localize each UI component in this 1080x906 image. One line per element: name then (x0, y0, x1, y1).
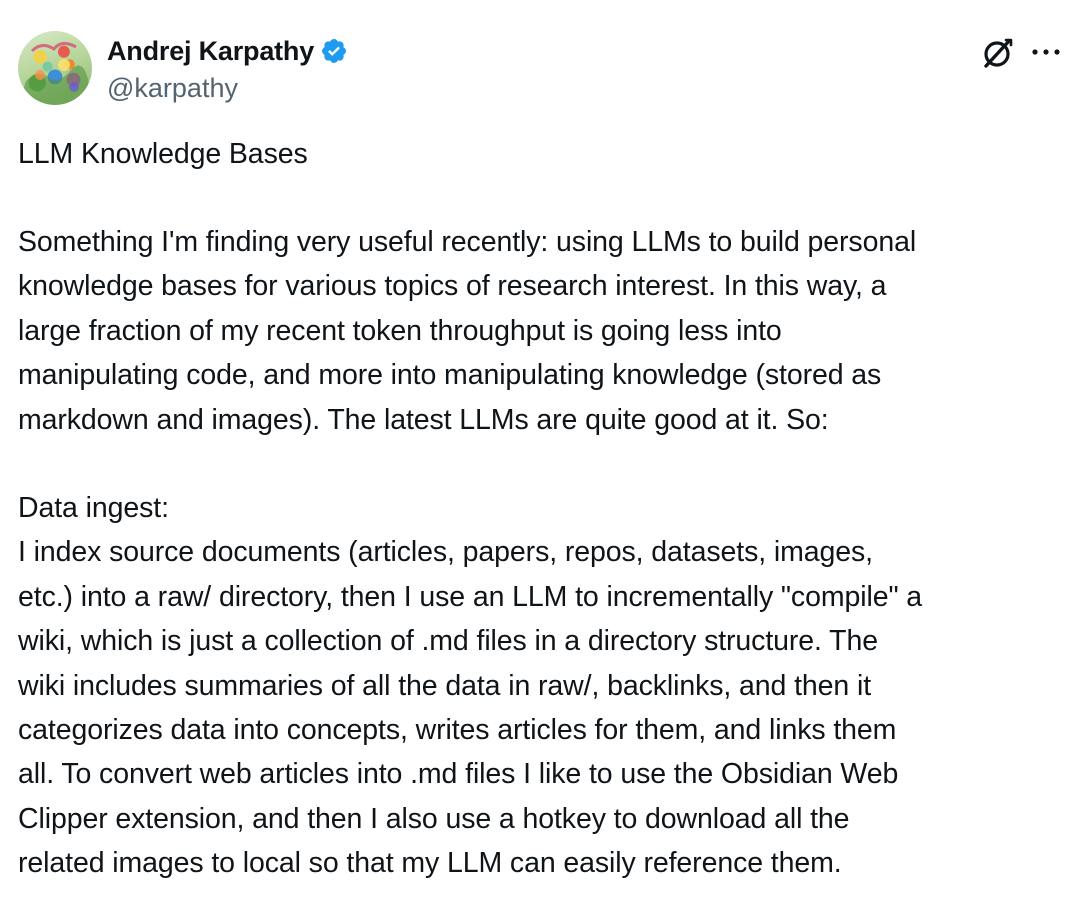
post-text-line: categorizes data into concepts, writes articles for them, and links them (18, 713, 897, 746)
post-text-line: large fraction of my recent token throughput is going less into (18, 314, 782, 347)
verified-badge-icon (320, 37, 348, 65)
post-text-line: knowledge bases for various topics of research interest. In this way, a (18, 270, 887, 303)
post-paragraph-intro (18, 220, 1068, 442)
post-text-line: etc.) into a raw/ directory, then I use an LLM to incrementally "compile" a (18, 580, 923, 613)
post-text-line: Something I'm finding very useful recently: using LLMs to build personal (18, 226, 917, 258)
post-text-line: related images to local so that my LLM can easily reference them. (18, 847, 842, 880)
post-title (18, 132, 1068, 176)
author-handle[interactable]: @karpathy (107, 73, 238, 103)
avatar[interactable] (18, 31, 92, 105)
post-text-line: Data ingest: (18, 492, 169, 524)
post-text-line: all. To convert web articles into .md files I like to use the Obsidian Web (18, 758, 899, 791)
post-text-line: Clipper extension, and then I also use a hotkey to download all the (18, 802, 850, 835)
post-text-line: wiki, which is just a collection of .md files in a directory structure. The (18, 625, 878, 658)
avatar-image (18, 31, 92, 105)
post-text-line: LLM Knowledge Bases (18, 138, 308, 170)
post-text-line: manipulating code, and more into manipulating knowledge (stored as (18, 359, 882, 392)
author-display-name[interactable]: Andrej Karpathy (107, 36, 315, 66)
post-paragraph-data-ingest (18, 486, 1068, 886)
post-text-line: markdown and images). The latest LLMs are quite good at it. So: (18, 403, 829, 436)
more-icon[interactable] (1028, 40, 1064, 64)
grok-icon[interactable] (980, 36, 1014, 70)
post-text-line: I index source documents (articles, papers, repos, datasets, images, (18, 536, 873, 569)
author-name-row[interactable] (107, 33, 348, 69)
post-text-line: wiki includes summaries of all the data in raw/, backlinks, and then it (18, 669, 872, 702)
